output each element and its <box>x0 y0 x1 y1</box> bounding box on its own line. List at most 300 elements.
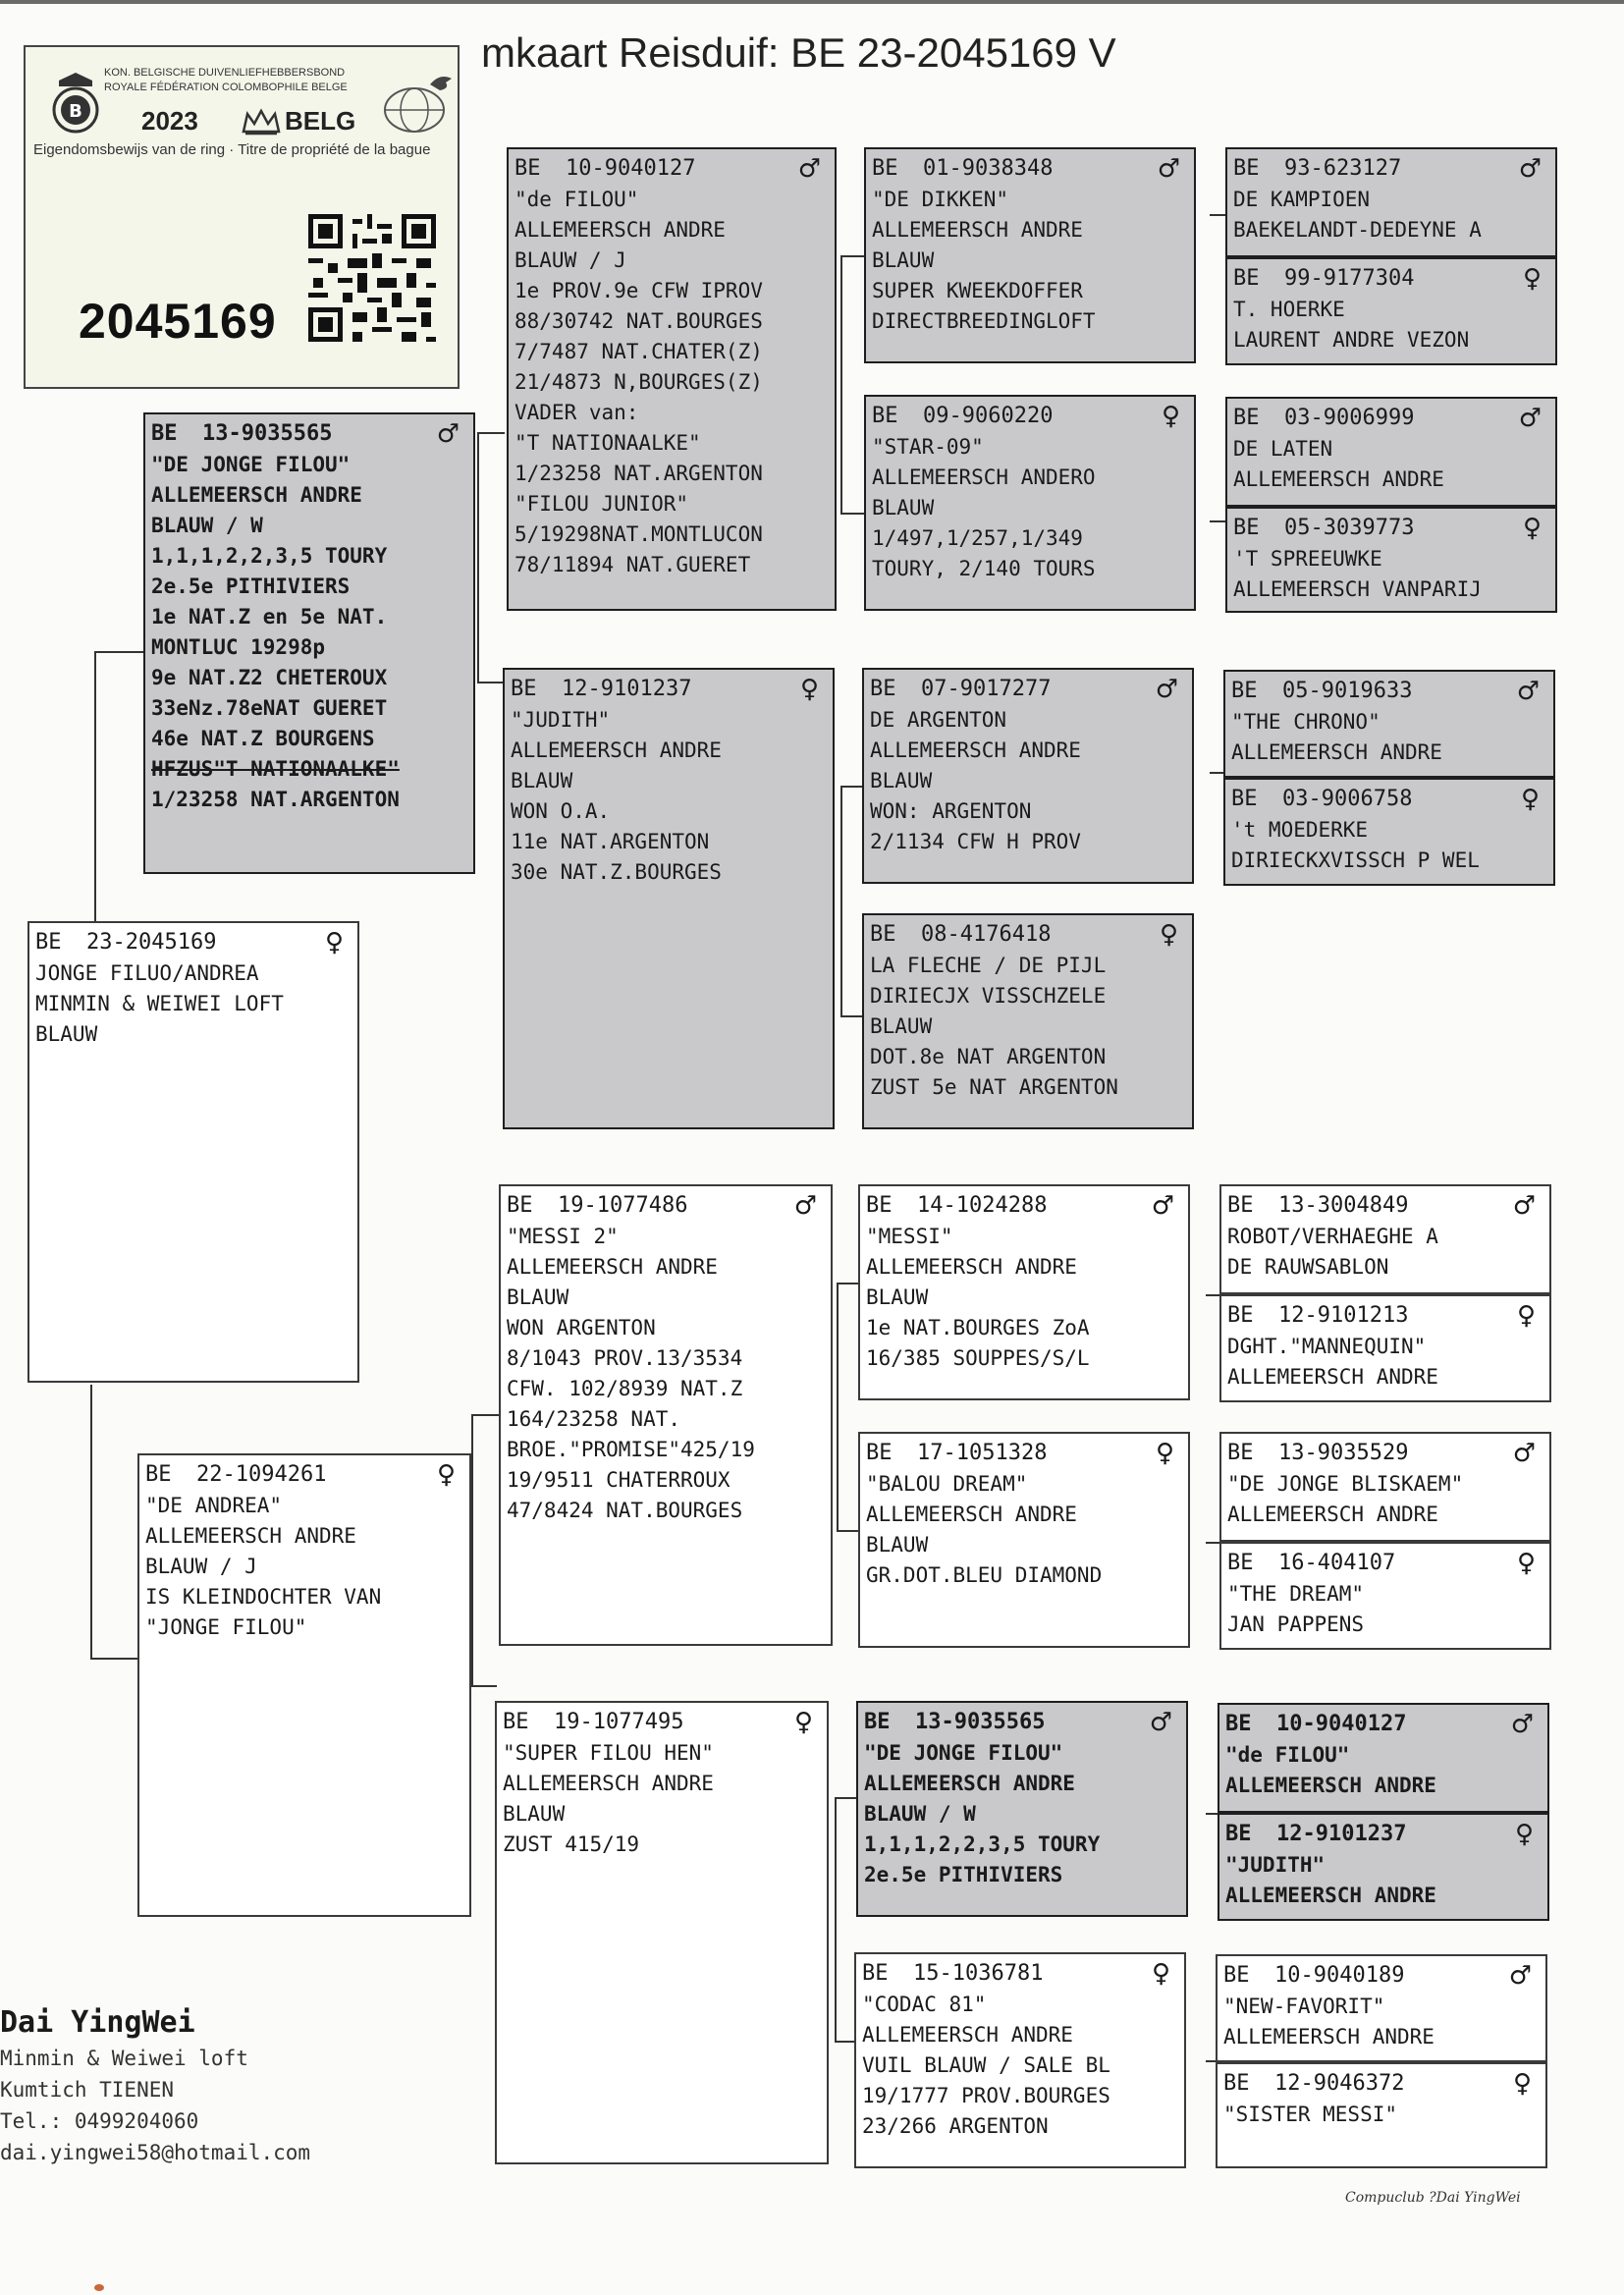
ring-number: 2045169 <box>79 294 277 349</box>
pigeon-info-line: 't MOEDERKE <box>1231 818 1369 842</box>
pigeon-info-line: LA FLECHE / DE PIJL <box>870 954 1107 977</box>
pigeon-info-line: "JONGE FILOU" <box>145 1615 307 1639</box>
ring-number: 12-9101237 <box>1276 1822 1407 1846</box>
pigeon-info-line: ALLEMEERSCH ANDRE <box>864 1772 1075 1795</box>
pigeon-info-line: ALLEMEERSCH ANDRE <box>151 483 362 507</box>
pigeon-card-dssd <box>1219 1294 1551 1402</box>
female-symbol-icon: ♀ <box>1522 514 1542 543</box>
ring-number: 10-9040127 <box>566 156 696 181</box>
pigeon-card-dss <box>858 1184 1190 1400</box>
pigeon-header <box>1233 263 1549 295</box>
male-symbol-icon: ♂ <box>1516 677 1540 706</box>
pigeon-info-line: BLAUW <box>511 769 573 792</box>
pigeon-info-line: 88/30742 NAT.BOURGES <box>514 309 763 333</box>
pigeon-card-dsds <box>1219 1432 1551 1542</box>
pigeon-info-line: 1e NAT.Z en 5e NAT. <box>151 605 388 628</box>
ring-number: 14-1024288 <box>917 1193 1048 1218</box>
connector-line <box>835 2041 856 2043</box>
pigeon-card-sire <box>143 412 475 874</box>
pigeon-info-line: ALLEMEERSCH ANDRE <box>1225 1774 1436 1797</box>
female-symbol-icon: ♀ <box>1516 1301 1536 1331</box>
male-symbol-icon: ♂ <box>1510 1710 1534 1739</box>
male-symbol-icon: ♂ <box>1149 1708 1172 1737</box>
pigeon-info-line: 30e NAT.Z.BOURGES <box>511 860 722 884</box>
pigeon-info-line: 33eNz.78eNAT GUERET <box>151 696 388 720</box>
country-code: BE <box>1223 1963 1250 1988</box>
pigeon-card-sdss <box>1223 670 1555 778</box>
pigeon-info-line: ZUST 415/19 <box>503 1832 640 1856</box>
male-symbol-icon: ♂ <box>1151 1191 1174 1221</box>
pigeon-info-line: BLAUW <box>870 769 933 792</box>
pigeon-info-line: "BALOU DREAM" <box>866 1472 1028 1496</box>
pigeon-info-line: BLAUW <box>870 1014 933 1038</box>
connector-line <box>471 1685 497 1687</box>
connector-line <box>471 1414 473 1687</box>
pigeon-info-line: "THE CHRONO" <box>1231 710 1380 734</box>
male-symbol-icon: ♂ <box>797 154 821 184</box>
pigeon-info-line: ALLEMEERSCH ANDRE <box>870 738 1081 762</box>
pigeon-info-line: ALLEMEERSCH ANDRE <box>866 1255 1077 1279</box>
pigeon-info-line: 2/1134 CFW H PROV <box>870 830 1081 853</box>
pigeon-info-line: "CODAC 81" <box>862 1993 987 2016</box>
male-symbol-icon: ♂ <box>793 1191 817 1221</box>
connector-line <box>1206 1294 1219 1296</box>
connector-line <box>471 1414 501 1416</box>
connector-line <box>840 255 842 515</box>
pigeon-info-line: 5/19298NAT.MONTLUCON <box>514 522 763 546</box>
pigeon-info-line: "de FILOU" <box>514 188 639 211</box>
female-symbol-icon: ♀ <box>1155 1439 1174 1468</box>
pigeon-info-line: LAURENT ANDRE VEZON <box>1233 328 1470 352</box>
ring-number: 12-9101237 <box>562 677 692 701</box>
ring-number: 99-9177304 <box>1284 266 1415 291</box>
owner-name: Dai YingWei <box>0 2005 195 2040</box>
pigeon-info-line: ALLEMEERSCH ANDRE <box>1227 1503 1438 1526</box>
pigeon-info-line: BLAUW / J <box>514 248 626 272</box>
connector-line <box>90 1658 141 1660</box>
pigeon-info-line: ALLEMEERSCH ANDRE <box>1233 467 1444 491</box>
pigeon-header <box>864 1707 1180 1738</box>
pigeon-card-sd <box>503 668 835 1129</box>
pigeon-info-line: ALLEMEERSCH ANDRE <box>1227 1365 1438 1389</box>
pigeon-card-dsss <box>1219 1184 1551 1294</box>
connector-line <box>477 682 505 683</box>
country-code: BE <box>864 1710 891 1734</box>
connector-line <box>1210 214 1225 216</box>
pigeon-info-line: 11e NAT.ARGENTON <box>511 830 710 853</box>
pigeon-info-line: 2e.5e PITHIVIERS <box>151 574 351 598</box>
pigeon-info-line: SUPER KWEEKDOFFER <box>872 279 1083 302</box>
connector-line <box>840 786 842 1017</box>
country-code: BE <box>872 156 898 181</box>
pigeon-header <box>1227 1548 1543 1579</box>
pigeon-info-line: "de FILOU" <box>1225 1743 1350 1767</box>
country-code: BE <box>1231 679 1258 703</box>
connector-line <box>835 1797 837 2043</box>
ring-number: 13-9035529 <box>1278 1441 1409 1465</box>
country-code: BE <box>1233 156 1260 181</box>
ring-number: 10-9040189 <box>1274 1963 1405 1988</box>
pigeon-info-line: BLAUW / W <box>151 514 263 537</box>
country-code: BE <box>870 922 896 947</box>
pigeon-info-line: 9e NAT.Z2 CHETEROUX <box>151 666 388 689</box>
pigeon-info-line: ALLEMEERSCH ANDRE <box>866 1503 1077 1526</box>
connector-line <box>1206 1542 1219 1544</box>
pigeon-header <box>514 153 829 185</box>
pigeon-card-sss <box>864 147 1196 363</box>
pigeon-header <box>1233 153 1549 185</box>
country-code: BE <box>511 677 537 701</box>
pigeon-header <box>1223 2068 1540 2100</box>
connector-line <box>840 513 864 515</box>
ring-number: 17-1051328 <box>917 1441 1048 1465</box>
pigeon-info-line: 16/385 SOUPPES/S/L <box>866 1346 1090 1370</box>
country-code: BE <box>862 1961 889 1986</box>
pigeon-header <box>507 1190 825 1222</box>
pigeon-card-dd <box>495 1701 829 2164</box>
female-symbol-icon: ♀ <box>1520 785 1540 814</box>
country-code: BE <box>35 930 62 955</box>
pigeon-info-line: 19/1777 PROV.BOURGES <box>862 2084 1110 2107</box>
pigeon-info-line: GR.DOT.BLEU DIAMOND <box>866 1563 1103 1587</box>
pigeon-header <box>503 1707 821 1738</box>
connector-line <box>840 255 864 257</box>
pigeon-card-ssdd <box>1225 507 1557 613</box>
federation-logo-icon <box>45 67 106 137</box>
pigeon-header <box>866 1438 1182 1469</box>
pigeon-info-line: BLAUW <box>872 496 935 519</box>
connector-line <box>94 651 96 921</box>
pigeon-info-line: 21/4873 N,BOURGES(Z) <box>514 370 763 394</box>
svg-text:B: B <box>69 101 82 122</box>
ring-number: 01-9038348 <box>923 156 1054 181</box>
crown-icon <box>242 108 281 136</box>
pigeon-info-line: MINMIN & WEIWEI LOFT <box>35 992 284 1015</box>
pigeon-card-sds <box>862 668 1194 884</box>
pigeon-info-line: "STAR-09" <box>872 435 984 459</box>
pigeon-info-line: ALLEMEERSCH ANDRE <box>872 218 1083 242</box>
male-symbol-icon: ♂ <box>1518 154 1542 184</box>
pigeon-info-line: BLAUW <box>35 1022 98 1046</box>
pigeon-header <box>35 927 352 958</box>
pigeon-info-line: ALLEMEERSCH ANDERO <box>872 465 1096 489</box>
pigeon-card-dsd <box>858 1432 1190 1648</box>
pigeon-info-line: "THE DREAM" <box>1227 1582 1365 1606</box>
pigeon-info-line: "DE DIKKEN" <box>872 188 1009 211</box>
owner-loft: Minmin & Weiwei loft <box>0 2047 248 2070</box>
male-symbol-icon: ♂ <box>1155 675 1178 704</box>
pigeon-info-line: 1/23258 NAT.ARGENTON <box>514 462 763 485</box>
pigeon-info-line: 1e PROV.9e CFW IPROV <box>514 279 763 302</box>
ring-number: 05-9019633 <box>1282 679 1413 703</box>
pigeon-info-line: "DE JONGE FILOU" <box>864 1741 1063 1765</box>
pigeon-info-line: DE KAMPIOEN <box>1233 188 1371 211</box>
pigeon-info-line: ALLEMEERSCH ANDRE <box>1231 740 1442 764</box>
pigeon-info-line: "SISTER MESSI" <box>1223 2103 1398 2126</box>
pigeon-info-line: ZUST 5e NAT ARGENTON <box>870 1075 1118 1099</box>
country-code: BE <box>1233 406 1260 430</box>
owner-email: dai.yingwei58@hotmail.com <box>0 2141 311 2164</box>
ring-number: 19-1077486 <box>558 1193 688 1218</box>
pigeon-header <box>1227 1300 1543 1332</box>
pigeon-info-line: "JUDITH" <box>511 708 611 732</box>
ring-number: 13-9035565 <box>202 421 333 446</box>
pigeon-info-line: 1,1,1,2,2,3,5 TOURY <box>151 544 388 568</box>
pigeon-info-line: DE ARGENTON <box>870 708 1007 732</box>
pigeon-card-ds <box>499 1184 833 1646</box>
country-code: BE <box>1225 1712 1252 1736</box>
female-symbol-icon: ♀ <box>436 1460 456 1490</box>
male-symbol-icon: ♂ <box>436 419 460 449</box>
pigeon-header <box>1231 676 1547 707</box>
ring-number: 19-1077495 <box>554 1710 684 1734</box>
female-symbol-icon: ♀ <box>1512 2069 1532 2099</box>
pigeon-info-line: DIRIECJX VISSCHZELE <box>870 984 1107 1008</box>
pigeon-card-ddd <box>854 1952 1186 2168</box>
pigeon-info-line: "JUDITH" <box>1225 1853 1326 1877</box>
male-symbol-icon: ♂ <box>1157 154 1180 184</box>
pigeon-header <box>866 1190 1182 1222</box>
female-symbol-icon: ♀ <box>324 928 344 957</box>
female-symbol-icon: ♀ <box>1159 920 1178 950</box>
pigeon-info-line: ALLEMEERSCH ANDRE <box>503 1772 714 1795</box>
pigeon-card-dam <box>137 1453 471 1917</box>
pigeon-header <box>1233 513 1549 544</box>
pigeon-info-line: 1/23258 NAT.ARGENTON <box>151 788 400 811</box>
connector-line <box>90 1385 92 1660</box>
country-code: BE <box>1233 266 1260 291</box>
pigeon-info-line: 1/497,1/257,1/349 <box>872 526 1083 550</box>
ring-number: 15-1036781 <box>913 1961 1044 1986</box>
pigeon-header <box>1223 1960 1540 1992</box>
pigeon-info-line: ALLEMEERSCH ANDRE <box>862 2023 1073 2047</box>
connector-line <box>837 1283 858 1284</box>
pigeon-header <box>1225 1709 1542 1740</box>
pigeon-info-line: BLAUW <box>507 1285 569 1309</box>
ring-number: 13-3004849 <box>1278 1193 1409 1218</box>
pigeon-info-line: DE LATEN <box>1233 437 1333 461</box>
country-code: BE <box>1231 787 1258 811</box>
ring-number: 10-9040127 <box>1276 1712 1407 1736</box>
pigeon-header <box>870 919 1186 951</box>
pigeon-info-line: 78/11894 NAT.GUERET <box>514 553 751 576</box>
pigeon-info-line: ALLEMEERSCH ANDRE <box>145 1524 356 1548</box>
pigeon-info-line: JAN PAPPENS <box>1227 1612 1365 1636</box>
pigeon-info-line: 1e NAT.BOURGES ZoA <box>866 1316 1090 1339</box>
pigeon-header <box>872 401 1188 432</box>
connector-line <box>1210 520 1225 522</box>
country-code: BE <box>514 156 541 181</box>
pigeon-info-line: VUIL BLAUW / SALE BL <box>862 2053 1110 2077</box>
pigeon-card-ssss <box>1225 147 1557 257</box>
ring-number: 93-623127 <box>1284 156 1402 181</box>
pigeon-info-line: 8/1043 PROV.13/3534 <box>507 1346 743 1370</box>
ring-number: 08-4176418 <box>921 922 1052 947</box>
pigeon-info-line: DE RAUWSABLON <box>1227 1255 1389 1279</box>
country-code: BE <box>1225 1822 1252 1846</box>
pigeon-info-line: CFW. 102/8939 NAT.Z <box>507 1377 743 1400</box>
pigeon-info-line: 19/9511 CHATERROUX <box>507 1468 731 1492</box>
qr-code-icon <box>308 214 436 342</box>
ownership-caption: Eigendomsbewijs van de ring · Titre de propriété de la bague <box>33 141 431 158</box>
pigeon-info-line: "DE ANDREA" <box>145 1494 283 1517</box>
pigeon-header <box>862 1958 1178 1990</box>
pigeon-info-line: DGHT."MANNEQUIN" <box>1227 1335 1427 1358</box>
pigeon-info-line: 7/7487 NAT.CHATER(Z) <box>514 340 763 363</box>
country-code: BE <box>507 1193 533 1218</box>
pigeon-info-line: ALLEMEERSCH ANDRE <box>514 218 726 242</box>
owner-phone: Tel.: 0499204060 <box>0 2109 199 2133</box>
pigeon-info-line: ALLEMEERSCH VANPARIJ <box>1233 577 1482 601</box>
paper-speck <box>94 2284 104 2291</box>
pigeon-info-line: DIRECTBREEDINGLOFT <box>872 309 1096 333</box>
page-title: mkaart Reisduif: BE 23-2045169 V <box>481 29 1116 76</box>
female-symbol-icon: ♀ <box>1514 1820 1534 1849</box>
pigeon-info-line: "DE JONGE BLISKAEM" <box>1227 1472 1464 1496</box>
female-symbol-icon: ♀ <box>1516 1549 1536 1578</box>
female-symbol-icon: ♀ <box>793 1708 813 1737</box>
pigeon-info-line: WON O.A. <box>511 799 611 823</box>
country-code: BE <box>1233 516 1260 540</box>
ring-number: 13-9035565 <box>915 1710 1046 1734</box>
pigeon-info-line: 46e NAT.Z BOURGENS <box>151 727 375 750</box>
pigeon-info-line: HFZUS"T NATIONAALKE" <box>151 757 400 781</box>
pigeon-header <box>870 674 1186 705</box>
pigeon-card-sdsd <box>1223 778 1555 886</box>
pigeon-info-line: BLAUW / W <box>864 1802 976 1826</box>
female-symbol-icon: ♀ <box>1161 402 1180 431</box>
ring-year: 2023 <box>141 106 198 136</box>
pigeon-info-line: IS KLEINDOCHTER VAN <box>145 1585 382 1609</box>
pigeon-header <box>1233 403 1549 434</box>
pigeon-card-ss <box>507 147 837 611</box>
ring-number: 23-2045169 <box>86 930 217 955</box>
pigeon-info-line: BLAUW <box>866 1285 929 1309</box>
country-code: BE <box>145 1462 172 1487</box>
connector-line <box>477 432 479 683</box>
pigeon-info-line: "MESSI" <box>866 1225 953 1248</box>
pigeon-info-line: 23/266 ARGENTON <box>862 2114 1049 2138</box>
connector-line <box>477 432 505 434</box>
ring-number: 03-9006758 <box>1282 787 1413 811</box>
pigeon-info-line: ALLEMEERSCH ANDRE <box>1223 2025 1435 2049</box>
male-symbol-icon: ♂ <box>1508 1961 1532 1991</box>
pigeon-info-line: "NEW-FAVORIT" <box>1223 1994 1385 2018</box>
pigeon-info-line: 2e.5e PITHIVIERS <box>864 1863 1063 1886</box>
owner-place: Kumtich TIENEN <box>0 2078 175 2102</box>
connector-line <box>837 1283 839 1532</box>
pigeon-info-line: "FILOU JUNIOR" <box>514 492 689 516</box>
pigeon-info-line: 1,1,1,2,2,3,5 TOURY <box>864 1832 1101 1856</box>
pigeon-card-ddsd <box>1218 1813 1549 1921</box>
pigeon-info-line: BLAUW <box>866 1533 929 1557</box>
ring-number: 22-1094261 <box>196 1462 327 1487</box>
pigeon-info-line: "SUPER FILOU HEN" <box>503 1741 714 1765</box>
pigeon-card-sdd <box>862 913 1194 1129</box>
ring-ownership-card <box>24 45 460 389</box>
ring-number: 05-3039773 <box>1284 516 1415 540</box>
owner-contact-block <box>0 2003 310 2168</box>
ring-number: 12-9046372 <box>1274 2071 1405 2096</box>
country-code: BE <box>870 677 896 701</box>
pigeon-info-line: DOT.8e NAT ARGENTON <box>870 1045 1107 1068</box>
pigeon-info-line: "T NATIONAALKE" <box>514 431 701 455</box>
connector-line <box>835 1797 856 1799</box>
pigeon-header <box>145 1459 463 1491</box>
pigeon-header <box>511 674 827 705</box>
pigeon-info-line: "DE JONGE FILOU" <box>151 453 351 476</box>
pigeon-info-line: WON: ARGENTON <box>870 799 1032 823</box>
pigeon-info-line: BROE."PROMISE"425/19 <box>507 1438 755 1461</box>
pigeon-info-line: BAEKELANDT-DEDEYNE A <box>1233 218 1482 242</box>
female-symbol-icon: ♀ <box>799 675 819 704</box>
pigeon-header <box>1231 784 1547 815</box>
pigeon-info-line: ALLEMEERSCH ANDRE <box>507 1255 718 1279</box>
connector-line <box>840 786 864 788</box>
pigeon-card-subject <box>27 921 359 1383</box>
pigeon-info-line: JONGE FILUO/ANDREA <box>35 961 259 985</box>
pigeon-info-line: TOURY, 2/140 TOURS <box>872 557 1096 580</box>
country-code: BE <box>866 1441 893 1465</box>
ring-number: 12-9101213 <box>1278 1303 1409 1328</box>
ring-number: 03-9006999 <box>1284 406 1415 430</box>
pigeon-header <box>1227 1438 1543 1469</box>
female-symbol-icon: ♀ <box>1151 1959 1170 1989</box>
country-code: BE <box>1227 1551 1254 1575</box>
country-code: BE <box>151 421 178 446</box>
male-symbol-icon: ♂ <box>1512 1439 1536 1468</box>
male-symbol-icon: ♂ <box>1512 1191 1536 1221</box>
pigeon-info-line: ALLEMEERSCH ANDRE <box>1225 1884 1436 1907</box>
federation-name-fr: ROYALE FÉDÉRATION COLOMBOPHILE BELGE <box>104 82 348 93</box>
pigeon-header <box>151 418 467 450</box>
pigeon-info-line: BLAUW <box>503 1802 566 1826</box>
country-code: BE <box>872 404 898 428</box>
pigeon-header <box>1225 1819 1542 1850</box>
pigeon-info-line: MONTLUC 19298p <box>151 635 326 659</box>
country-code: BE <box>1227 1441 1254 1465</box>
pigeon-info-line: ROBOT/VERHAEGHE A <box>1227 1225 1438 1248</box>
connector-line <box>837 1530 858 1532</box>
top-border-line <box>0 0 1624 4</box>
country-code: BE <box>1223 2071 1250 2096</box>
country-code: BE <box>1227 1193 1254 1218</box>
pigeon-card-ddds <box>1216 1954 1547 2062</box>
pigeon-info-line: T. HOERKE <box>1233 298 1345 321</box>
ring-country: BELG <box>285 106 356 136</box>
connector-line <box>840 1015 864 1017</box>
pigeon-info-line: BLAUW <box>872 248 935 272</box>
male-symbol-icon: ♂ <box>1518 404 1542 433</box>
pigeon-info-line: VADER van: <box>514 401 639 424</box>
country-code: BE <box>866 1193 893 1218</box>
pigeon-card-ssd <box>864 395 1196 611</box>
pigeon-card-dddd <box>1216 2062 1547 2168</box>
pigeon-info-line: "MESSI 2" <box>507 1225 619 1248</box>
pigeon-info-line: ALLEMEERSCH ANDRE <box>511 738 722 762</box>
pigeon-card-ddss <box>1218 1703 1549 1813</box>
globe-pigeon-icon <box>379 69 461 137</box>
country-code: BE <box>503 1710 529 1734</box>
pigeon-info-line: DIRIECKXVISSCH P WEL <box>1231 848 1480 872</box>
pigeon-card-dds <box>856 1701 1188 1917</box>
pigeon-header <box>872 153 1188 185</box>
pigeon-info-line: WON ARGENTON <box>507 1316 656 1339</box>
federation-name-nl: KON. BELGISCHE DUIVENLIEFHEBBERSBOND <box>104 67 346 79</box>
pigeon-info-line: 'T SPREEUWKE <box>1233 547 1382 571</box>
connector-line <box>94 651 147 653</box>
pigeon-info-line: BLAUW / J <box>145 1555 257 1578</box>
